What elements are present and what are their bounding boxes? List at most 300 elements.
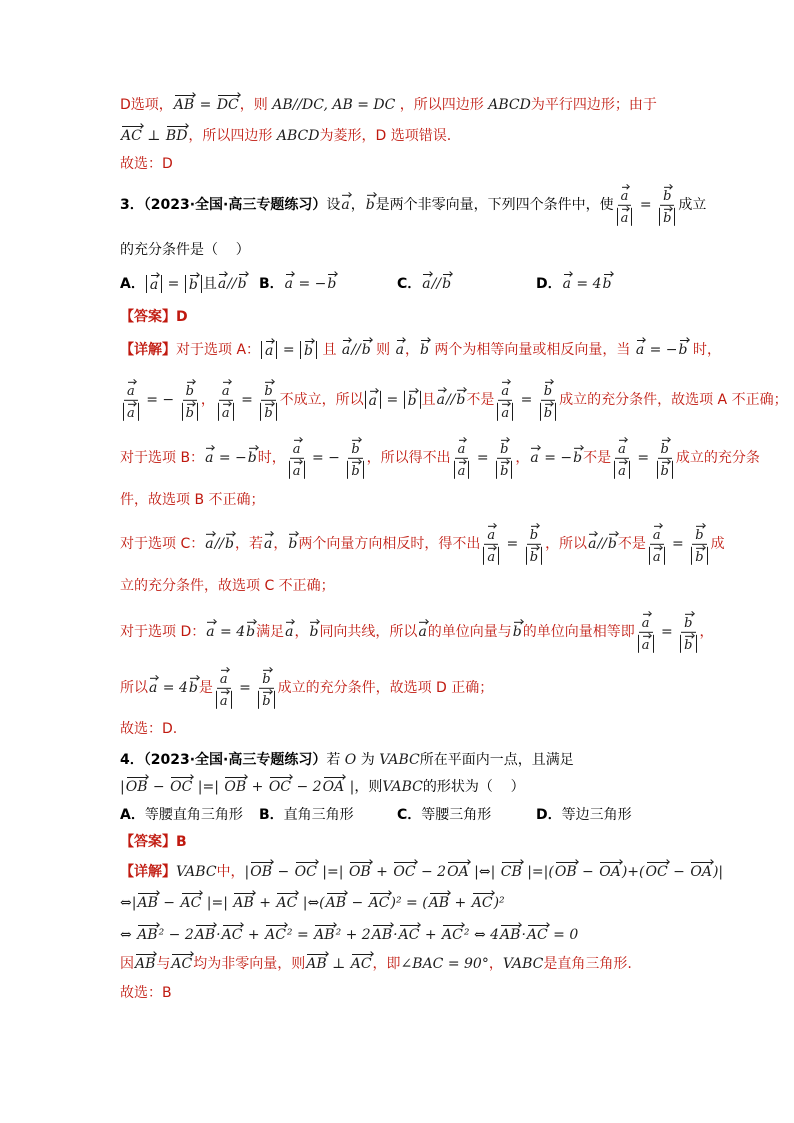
vector: a [127,383,135,399]
vector: b [262,694,271,710]
vector: AC [350,956,372,972]
fraction-numerator [217,667,231,689]
text-segment: 因 [120,956,134,972]
math-expression: = [635,196,657,213]
text-segment: 不是 [583,449,612,466]
fraction-denominator [648,545,666,565]
math-expression: |=| [317,864,348,880]
bold-label: 【答案】B [120,834,187,850]
vector: OA [322,779,345,795]
math-expression: )+( [621,864,645,880]
vector: b [237,276,247,292]
q4-option-b [259,805,397,825]
bold-label: D． [536,276,562,292]
text-segment: 的单位向量相等即 [522,623,635,640]
text-segment: 是两个非零向量，下列四个条件中，使 [375,196,614,213]
unit-vector-fraction [658,184,676,226]
vector: a [206,623,215,640]
fraction-numerator [615,437,629,459]
q4-stem-line-1 [120,750,574,770]
fraction-denominator [453,459,471,479]
fraction-denominator [616,206,634,226]
text-segment: ， [294,623,309,640]
vector-magnitude [182,403,198,421]
unit-vector-fraction [453,437,471,479]
q3-option-c [397,274,536,294]
text-segment: ， [273,535,288,552]
text-segment: ， [200,391,215,408]
text-segment: 所以 [120,679,148,696]
vector-magnitude [260,403,276,421]
text-segment: ，即 [372,956,401,972]
text-segment: 为平行四边形；由于 [530,97,657,113]
text-segment: ， [350,196,365,213]
q2-solution-line-1 [120,95,657,115]
fraction-denominator [346,459,364,479]
text-segment: 中， [216,864,245,880]
q4-explain-line-3 [120,925,578,945]
math-expression: + [420,927,442,943]
bold-label: D． [536,807,562,823]
text-segment: 不成立，所以 [279,391,364,408]
vector: b [442,276,452,292]
unit-vector-fraction [257,667,275,709]
math-expression: = − [645,342,678,358]
math-expression: = − [214,449,247,466]
q3-explain-line-6 [120,576,335,596]
vector: a [292,464,301,480]
math-expression: − [577,864,599,880]
math-expression: |=| [193,779,224,795]
text-segment: 与 [156,956,171,972]
text-segment: ，若 [235,535,263,552]
fraction-denominator [690,545,708,565]
vector: b [684,615,693,631]
math-expression: = − [141,391,179,408]
q4-option-d [536,805,632,825]
text-segment: ，所以四边形 [188,128,277,144]
vector: OC [645,864,668,880]
fraction-numerator [618,184,632,206]
fraction-denominator [495,459,513,479]
vector: a [457,464,466,480]
vector: a [264,535,273,552]
text-segment: 为 [356,752,380,768]
q3-option-b [259,274,397,294]
fraction-numerator [658,437,672,459]
unit-vector-fraction [122,379,140,421]
math-expression: = [516,391,537,408]
text-segment: 对于选项 A： [176,342,261,358]
fraction-denominator [613,459,631,479]
math-expression: ² + 2 [335,927,371,943]
vector: a [127,406,135,422]
vector: a [618,464,626,480]
fraction-numerator [660,184,674,206]
vector: b [188,277,198,293]
vector: AC [471,895,493,911]
vector: OC [268,779,292,795]
math-expression: = 4 [571,276,602,292]
q3-explain-line-1 [120,340,721,360]
math-expression: = − [294,276,327,292]
bold-label: A． [120,276,145,292]
unit-vector-fraction [690,523,708,565]
vector: a [641,615,650,631]
text-segment: 故选：B [120,985,172,1001]
fraction-denominator [122,401,140,421]
vector: OB [125,779,148,795]
math-expression: )² [493,895,505,911]
vector-magnitude [540,403,556,421]
vector: b [264,383,273,399]
math-expression: // [431,276,442,292]
vector: BD [165,128,188,144]
q4-answer [120,832,187,852]
vector-magnitude [483,547,499,565]
bold-label: 3．（2023·全国·高三专题练习） [120,196,327,213]
q3-explain-line-2 [120,379,788,421]
vector: AC [276,895,298,911]
math-expression: O [344,752,357,768]
math-expression: ∠BAC = 90° [400,956,489,972]
math-expression: ² ⇔ 4 [463,927,500,943]
text-segment: 对于选项 D： [120,623,206,640]
math-expression: VABC [382,779,423,795]
text-segment: ， [699,623,714,640]
vector: a [292,441,301,457]
math-expression: |⇔( [298,895,325,911]
fraction-denominator [259,401,277,421]
vector-magnitude [261,341,277,359]
vector: b [351,464,360,480]
fraction-numerator [527,523,541,545]
vector: a [341,342,351,358]
text-segment: 等边三角形 [561,807,632,823]
unit-vector-fraction [482,523,500,565]
vector: b [607,535,617,552]
vector: a [501,383,510,399]
text-segment: ， [488,956,503,972]
vector: b [456,391,466,408]
math-expression: | [244,864,250,880]
math-expression: = [236,391,258,408]
vector: a [422,276,431,292]
math-expression: = [163,276,184,292]
vector: b [246,623,256,640]
bold-label: 【详解】 [120,864,176,880]
vector-magnitude [216,691,232,709]
vector: b [678,342,688,358]
fraction-numerator [484,523,498,545]
fraction-numerator [124,379,138,401]
vector-magnitude [404,391,421,409]
math-expression: − [347,895,368,911]
vector: AB [428,895,450,911]
vector: b [225,535,234,552]
math-expression: )² = ( [390,895,428,911]
text-segment: 不是 [617,535,646,552]
vector: AC [442,927,463,943]
unit-vector-fraction [648,523,666,565]
text-segment: 立的充分条件，故选项 C 不正确； [120,578,335,594]
q4-options [120,805,632,825]
text-segment: 的充分条件是（ ） [120,242,250,258]
q3-answer [120,307,188,327]
vector: CB [500,864,522,880]
text-segment: ， [404,342,419,358]
vector: b [351,441,360,457]
vector: a [436,391,445,408]
vector: AB [137,895,158,911]
vector: b [309,623,319,640]
text-segment: ， [515,449,530,466]
fraction-denominator [181,401,199,421]
vector: AB [173,97,195,113]
text-segment: ，则 [354,779,383,795]
vector: a [618,441,626,457]
unit-vector-fraction [288,437,306,479]
vector: AC [398,927,420,943]
vector: a [221,383,230,399]
math-expression: = − [539,449,573,466]
bold-label: C． [397,276,422,292]
fraction-denominator [257,689,275,709]
fraction-numerator [261,379,275,401]
fraction-denominator [539,401,557,421]
vector-magnitude [218,403,234,421]
vector: b [663,188,672,204]
vector: a [149,277,159,293]
vector: b [327,276,337,292]
math-expression: VABC [176,864,217,880]
vector: AB [135,956,156,972]
math-expression: ⊥ [327,956,350,972]
fraction-denominator [525,545,543,565]
text-segment: 设 [326,196,341,213]
vector: OB [348,864,371,880]
vector: a [205,535,214,552]
unit-vector-fraction [656,437,674,479]
vector: a [530,449,539,466]
fraction-numerator [183,379,197,401]
vector: a [265,343,274,359]
text-segment: 是 [198,679,213,696]
vector-magnitude [691,547,707,565]
vector: b [529,550,539,566]
fraction-denominator [496,401,514,421]
math-expression: = − [307,449,345,466]
vector: a [219,671,228,687]
vector: a [652,527,661,543]
vector: AB [314,927,335,943]
math-expression: ⇔| [120,895,137,911]
bold-label: A． [120,807,145,823]
fraction-denominator [482,545,500,565]
vector: OB [554,864,577,880]
vector: b [512,623,522,640]
vector-magnitude [146,275,162,293]
vector: b [500,441,509,457]
vector-magnitude [649,547,665,565]
bold-label: 4．（2023·全国·高三专题练习） [120,752,327,768]
math-expression: + [254,895,276,911]
vector: b [264,406,273,422]
vector: a [285,623,294,640]
math-expression: − [158,895,180,911]
vector: AC [221,927,243,943]
fraction-numerator [498,379,512,401]
vector: b [684,638,693,654]
vector: a [395,342,404,358]
vector: OA [690,864,712,880]
vector: a [221,406,230,422]
bold-label: 【答案】D [120,309,188,325]
text-segment: 为菱形，D 选项错误. [319,128,452,144]
math-expression: − [668,864,690,880]
vector-magnitude [347,461,363,479]
fraction-numerator [455,437,469,459]
vector: b [288,535,298,552]
vector: b [543,383,553,399]
q3-option-d [536,274,613,294]
vector: AB [325,895,347,911]
text-segment: 等腰直角三角形 [144,807,243,823]
text-segment: 且 [202,276,217,292]
math-expression: = 0 [548,927,579,943]
q3-stem-line-1 [120,184,706,226]
text-segment: 的形状为（ ） [422,779,525,795]
text-segment: 的单位向量与 [427,623,512,640]
vector-magnitude [617,208,633,226]
vector: AB [306,956,327,972]
vector: a [487,527,496,543]
q4-final-choice [120,983,172,1003]
vector: OB [224,779,247,795]
math-expression: − [148,779,170,795]
unit-vector-fraction [616,184,634,226]
vector: b [185,406,194,422]
math-expression: ⊥ [142,128,165,144]
text-segment: 故选：D. [120,721,178,737]
q3-stem-line-2 [120,240,250,260]
math-expression: | [120,779,125,795]
text-segment: ，所以四边形 [395,97,489,113]
vector: AC [121,128,142,144]
math-expression: ABCD [276,128,320,144]
math-expression: − [273,864,294,880]
math-expression: · [393,927,398,943]
math-expression: − 2 [416,864,447,880]
math-expression: // [597,535,607,552]
unit-vector-fraction [495,437,513,479]
q4-option-a [120,805,259,825]
vector: OA [447,864,469,880]
vector: b [407,392,417,409]
unit-vector-fraction [181,379,199,421]
math-expression: VABC [502,956,544,972]
text-segment: 两个为相等向量或相反向量，当 [429,342,635,358]
q2-final-choice [120,154,173,174]
math-expression: // [351,342,361,358]
vector: OC [393,864,416,880]
math-expression: // [214,535,225,552]
math-expression: = [667,535,689,552]
text-segment: 则 [371,342,395,358]
text-segment: 故选：D [120,156,173,172]
text-segment: ，则 [239,97,273,113]
math-expression: | [345,779,355,795]
vector: a [641,638,650,654]
vector: a [457,441,466,457]
vector: a [487,550,496,566]
vector-magnitude [365,391,381,409]
text-segment: 成立的充分条件，故选项 A 不正确； [559,391,788,408]
vector-magnitude [659,208,675,226]
text-segment: 成立 [678,196,707,213]
unit-vector-fraction [346,437,364,479]
math-expression: ² − 2 [158,927,194,943]
text-segment: 是直角三角形. [543,956,632,972]
vector: a [620,188,629,204]
vector-magnitude [258,691,274,709]
vector: b [304,343,313,359]
fraction-numerator [290,437,304,459]
math-expression: + [371,864,393,880]
fraction-numerator [650,523,664,545]
unit-vector-fraction [637,611,655,653]
fraction-denominator [217,401,235,421]
vector: b [262,671,271,687]
math-expression: − 2 [292,779,322,795]
fraction-numerator [681,611,695,633]
vector: AB [371,927,393,943]
math-expression: · [521,927,526,943]
text-segment: ，所以 [545,535,588,552]
q3-explain-line-8 [120,667,493,709]
math-expression: + [243,927,265,943]
unit-vector-fraction [259,379,277,421]
math-expression: ⇔ [120,927,137,943]
text-segment: D选项， [120,97,173,113]
math-expression: VABC [379,752,420,768]
vector-magnitude [300,341,317,359]
fraction-numerator [541,379,555,401]
math-expression: = [278,342,300,358]
vector: a [652,550,661,566]
fraction-numerator [348,437,362,459]
math-expression: // [227,276,237,292]
vector: a [635,342,645,358]
vector: b [500,464,509,480]
vector: b [695,550,704,566]
vector: b [529,527,539,543]
unit-vector-fraction [217,379,235,421]
math-expression: = [195,97,216,113]
vector-magnitude [454,461,470,479]
vector: b [247,449,257,466]
vector-magnitude [638,635,654,653]
vector-magnitude [526,547,542,565]
bold-label: 【详解】 [120,342,176,358]
q4-option-c [397,805,536,825]
vector: b [185,383,194,399]
vector: a [418,623,427,640]
math-expression: ² = [286,927,314,943]
fraction-denominator [288,459,306,479]
text-segment: 对于选项 C： [120,535,205,552]
vector: b [188,679,198,696]
